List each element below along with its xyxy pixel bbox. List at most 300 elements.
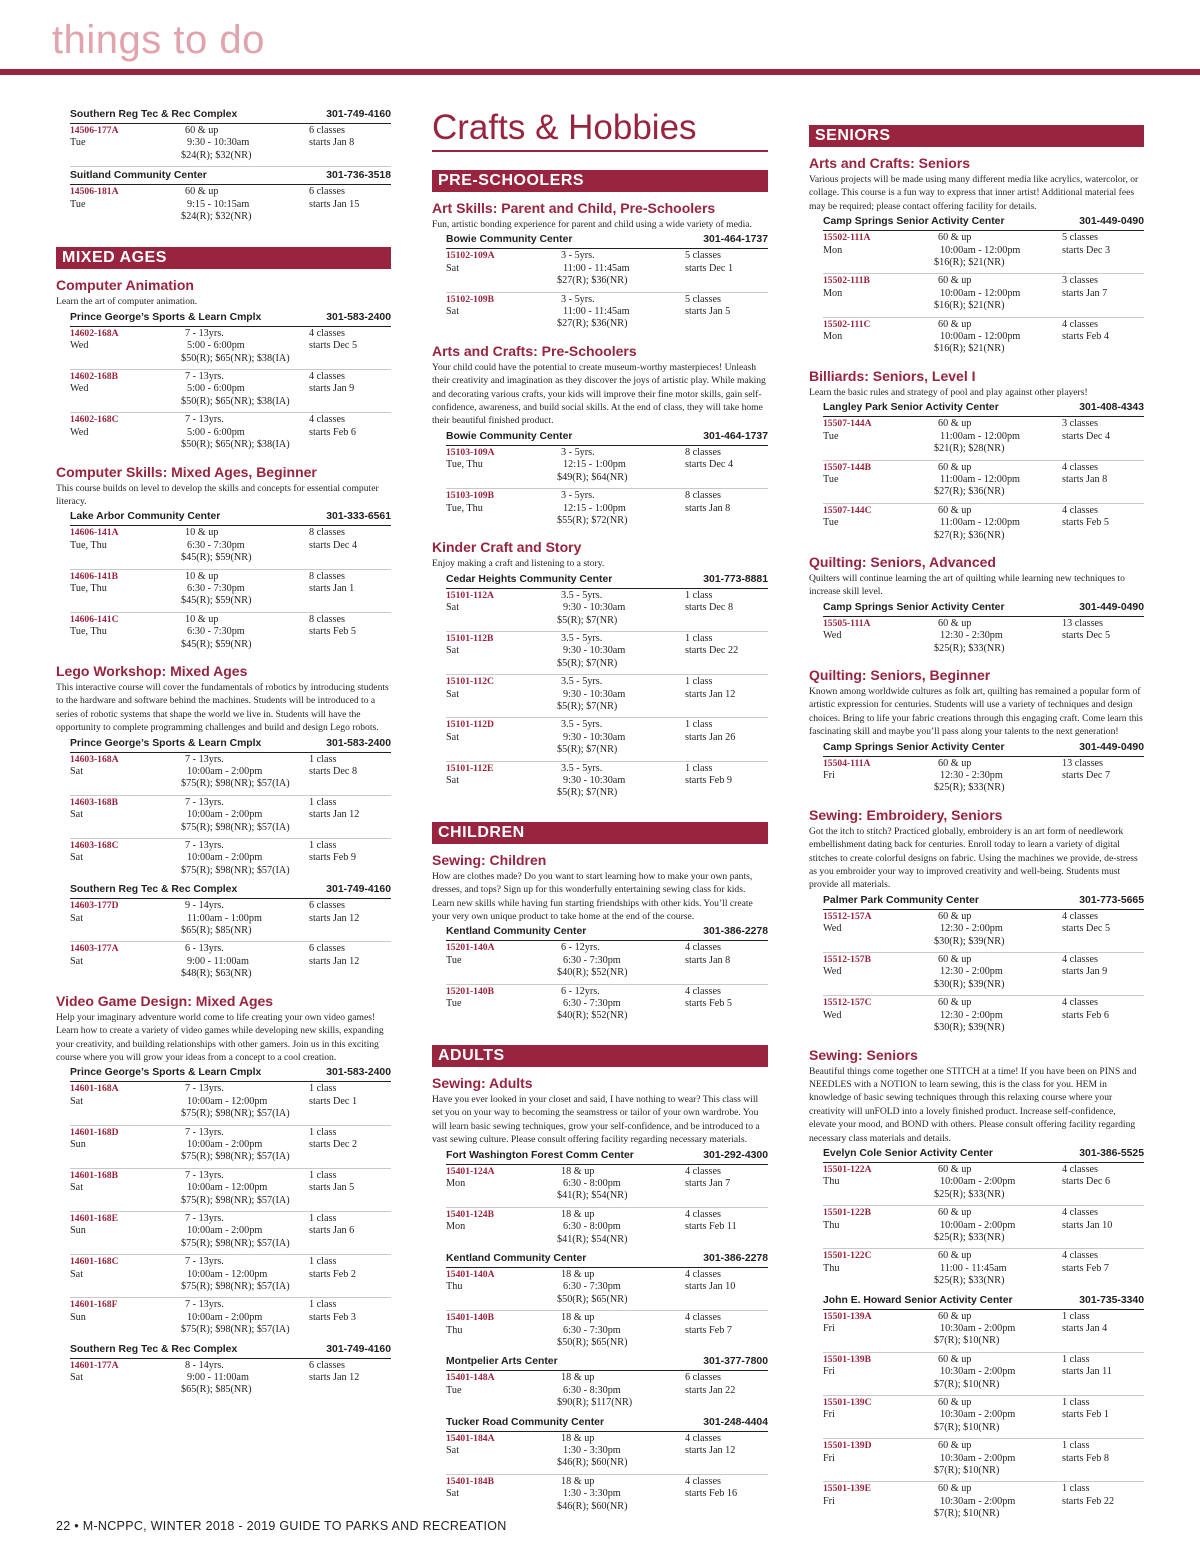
facility-phone: 301-583-2400 <box>326 311 391 323</box>
facility-row <box>446 925 768 941</box>
session-age: 3.5 - 5yrs. <box>561 632 603 644</box>
session-details <box>934 757 1062 795</box>
course-block <box>809 807 1144 892</box>
session-start: starts Jan 12 <box>309 1372 360 1384</box>
session-row <box>823 996 1144 1038</box>
session-classes: 1 class <box>685 719 713 731</box>
session-start: starts Jan 11 <box>1062 1366 1112 1378</box>
course-title: Arts and Crafts: Pre-Schoolers <box>432 342 637 359</box>
session-time: 6:30 - 8:00pm <box>563 1221 621 1233</box>
session-age: 60 & up <box>938 275 972 287</box>
session-details <box>557 1312 685 1349</box>
session-schedule <box>309 1299 391 1336</box>
session-code-days <box>823 1483 938 1520</box>
session-code-days <box>446 1433 561 1470</box>
session-fee: $27(R); $36(NR) <box>934 486 1005 498</box>
session-age: 6 - 12yrs. <box>561 942 600 954</box>
session-start: starts Jan 7 <box>1062 287 1108 299</box>
session-days: Mon <box>823 331 843 343</box>
session-time: 9:30 - 10:30am <box>563 731 626 743</box>
session-time: 11:00am - 1:00pm <box>187 912 262 924</box>
course-title: Quilting: Seniors, Beginner <box>809 666 991 683</box>
session-code-days <box>70 125 185 162</box>
session-schedule <box>309 614 391 651</box>
session-time: 9:30 - 10:30am <box>187 137 250 149</box>
session-days: Tue <box>446 954 462 966</box>
session-time: 5:00 - 6:00pm <box>187 426 245 438</box>
session-start: starts Feb 5 <box>1062 517 1109 529</box>
course-title: Quilting: Seniors, Advanced <box>809 553 996 570</box>
session-schedule <box>685 490 768 527</box>
session-classes: 6 classes <box>309 1359 345 1371</box>
session-code-days <box>823 1440 938 1477</box>
session-schedule <box>685 633 768 670</box>
session-details <box>557 719 685 756</box>
session-start: starts Jan 5 <box>309 1182 355 1194</box>
session-code-days <box>823 1397 938 1434</box>
session-time: 10:30am - 2:00pm <box>940 1366 1016 1378</box>
session-schedule <box>1062 1250 1144 1287</box>
session-age: 8 - 14yrs. <box>185 1359 224 1371</box>
session-age: 7 - 13yrs. <box>185 1212 224 1224</box>
session-start: starts Jan 6 <box>309 1225 355 1237</box>
session-time: 1:30 - 3:30pm <box>563 1445 621 1456</box>
facility-name: Evelyn Cole Senior Activity Center <box>823 1147 993 1159</box>
session-days: Thu <box>446 1281 463 1293</box>
session-start: starts Dec 7 <box>1062 770 1111 781</box>
course-code: 15501-122C <box>823 1250 872 1262</box>
session-schedule <box>309 527 391 564</box>
session-schedule <box>309 840 391 877</box>
session-schedule <box>1062 911 1144 948</box>
session-row <box>446 1475 768 1517</box>
course-code: 15102-109B <box>446 293 494 305</box>
session-schedule <box>1062 1397 1144 1434</box>
course-description: This course builds on level to develop the skills and concepts for essential computer literacy. <box>56 482 379 507</box>
facility-phone: 301-386-2278 <box>703 1252 768 1264</box>
session-schedule <box>1062 1207 1144 1244</box>
session-code-days <box>70 1299 185 1336</box>
session-schedule <box>1062 1354 1144 1391</box>
course-code: 15501-122B <box>823 1207 871 1219</box>
session-classes: 8 classes <box>309 570 345 582</box>
course-code: 14601-168C <box>70 1256 119 1268</box>
course-code: 15501-139C <box>823 1397 872 1409</box>
session-schedule <box>1062 505 1144 542</box>
facility-phone: 301-464-1737 <box>703 430 768 442</box>
session-classes: 8 classes <box>309 613 345 625</box>
section-title: Crafts & Hobbies <box>432 106 768 152</box>
session-days: Sat <box>70 809 84 821</box>
course-description: Enjoy making a craft and listening to a story. <box>432 558 605 570</box>
session-days: Thu <box>446 1324 463 1336</box>
session-start: starts Feb 22 <box>1062 1495 1115 1507</box>
session-details <box>181 1256 309 1293</box>
session-classes: 8 classes <box>309 527 345 539</box>
session-days: Tue, Thu <box>70 582 107 594</box>
session-time: 6:30 - 7:30pm <box>187 626 245 638</box>
session-schedule <box>1062 1440 1144 1477</box>
course-code: 15507-144B <box>823 461 871 473</box>
facility-name: Bowie Community Center <box>446 234 573 246</box>
session-details <box>181 327 309 365</box>
facility-row <box>446 430 768 446</box>
session-code-days <box>446 676 561 713</box>
session-code-days <box>823 275 938 312</box>
facility-phone: 301-736-3518 <box>326 170 391 182</box>
session-classes: 4 classes <box>309 414 345 426</box>
session-age: 60 & up <box>938 418 972 430</box>
session-start: starts Jan 7 <box>685 1177 731 1189</box>
session-fee: $5(R); $7(NR) <box>557 744 618 756</box>
session-classes: 6 classes <box>309 900 345 912</box>
session-time: 6:30 - 8:30pm <box>563 1384 621 1396</box>
session-schedule <box>309 943 391 980</box>
course-title: Arts and Crafts: Seniors <box>809 155 971 171</box>
session-classes: 3 classes <box>1062 418 1098 430</box>
session-time: 10:00am - 2:00pm <box>187 1311 263 1323</box>
session-code-days <box>446 763 561 800</box>
session-details <box>934 318 1062 356</box>
facility-row <box>70 510 391 526</box>
session-code-days <box>446 1209 561 1246</box>
session-row <box>70 124 391 167</box>
facility-phone: 301-449-0490 <box>1079 741 1144 753</box>
session-start: starts Jan 8 <box>309 137 355 149</box>
facility-row <box>446 1149 768 1165</box>
session-start: starts Dec 4 <box>1062 430 1111 442</box>
session-time: 10:00am - 12:00pm <box>187 1268 268 1280</box>
course-block <box>432 539 768 570</box>
session-age: 60 & up <box>938 1250 972 1262</box>
session-row <box>446 489 768 531</box>
session-schedule <box>685 1312 768 1349</box>
session-row <box>446 675 768 718</box>
session-row <box>446 1165 768 1208</box>
session-details <box>557 1165 685 1203</box>
session-row <box>70 613 391 655</box>
session-days: Fri <box>823 1452 835 1464</box>
session-code-days <box>446 633 561 670</box>
session-details <box>181 1126 309 1164</box>
session-fee: $41(R); $54(NR) <box>557 1190 628 1202</box>
session-row <box>823 461 1144 504</box>
facility-row <box>823 1294 1144 1310</box>
course-title: Kinder Craft and Story <box>432 539 582 556</box>
session-time: 12:30 - 2:00pm <box>940 923 1003 935</box>
session-row <box>70 570 391 613</box>
session-code-days <box>823 1311 938 1348</box>
session-days: Mon <box>446 1177 466 1189</box>
session-row <box>70 839 391 881</box>
session-age: 60 & up <box>938 504 972 516</box>
course-code: 14601-168E <box>70 1212 118 1224</box>
session-classes: 4 classes <box>685 1432 721 1444</box>
session-details <box>934 504 1062 542</box>
course-block <box>432 343 768 428</box>
session-fee: $48(R); $63(NR) <box>181 968 252 980</box>
course-description: How are clothes made? Do you want to start learning how to make your own pants, dresses, and tops? Sign up for this wonderfully entertaining sewing class for kids. Learn new skills while having fun starting friendships with other kids. You’ll create your very own unique product to take home at the end of the course. <box>432 870 753 923</box>
facility-name: Prince George’s Sports & Learn Cmplx <box>70 311 262 323</box>
session-row <box>823 231 1144 274</box>
session-age: 18 & up <box>561 1208 595 1220</box>
session-details <box>181 414 309 451</box>
session-fee: $40(R); $52(NR) <box>557 967 628 979</box>
course-code: 14603-177A <box>70 943 119 955</box>
course-code: 14606-141B <box>70 570 118 582</box>
session-time: 10:00am - 12:00pm <box>940 244 1021 256</box>
session-time: 10:00am - 2:00pm <box>187 852 263 864</box>
session-row <box>823 1163 1144 1206</box>
session-classes: 4 classes <box>1062 1207 1098 1219</box>
course-code: 14601-168D <box>70 1126 119 1138</box>
course-title: Lego Workshop: Mixed Ages <box>56 662 248 679</box>
session-schedule <box>309 1213 391 1250</box>
facility-name: Prince George’s Sports & Learn Cmplx <box>70 1067 262 1079</box>
session-time: 11:00 - 11:45am <box>940 1262 1007 1274</box>
course-code: 15502-111A <box>823 232 871 244</box>
session-time: 6:30 - 7:30pm <box>563 1324 621 1336</box>
facility-phone: 301-773-5665 <box>1079 894 1144 906</box>
session-time: 6:30 - 7:30pm <box>563 1281 621 1293</box>
facility-phone: 301-386-2278 <box>703 926 768 938</box>
session-start: starts Dec 4 <box>309 539 358 551</box>
session-classes: 1 class <box>1062 1310 1090 1322</box>
session-row <box>70 185 391 227</box>
session-days: Sat <box>70 766 84 777</box>
session-row <box>446 718 768 761</box>
session-classes: 6 classes <box>309 943 345 955</box>
session-schedule <box>1062 997 1144 1034</box>
facility-row <box>70 108 391 124</box>
session-age: 9 - 14yrs. <box>185 900 224 912</box>
session-code-days <box>70 797 185 834</box>
session-row <box>446 1311 768 1353</box>
session-start: starts Dec 2 <box>309 1138 358 1150</box>
session-classes: 6 classes <box>309 125 345 136</box>
session-age: 60 & up <box>185 125 219 136</box>
facility-phone: 301-408-4343 <box>1079 402 1144 414</box>
session-classes: 1 class <box>1062 1353 1090 1365</box>
session-schedule <box>1062 275 1144 312</box>
session-schedule <box>685 942 768 979</box>
facility-name: Kentland Community Center <box>446 1252 587 1264</box>
session-details <box>181 943 309 980</box>
facility-name: Cedar Heights Community Center <box>446 573 613 585</box>
session-row <box>823 617 1144 659</box>
session-age: 60 & up <box>938 997 972 1009</box>
session-days: Tue <box>70 137 86 149</box>
session-classes: 1 class <box>309 1299 337 1311</box>
facility-name: Kentland Community Center <box>446 926 587 938</box>
session-classes: 5 classes <box>685 293 721 305</box>
session-time: 12:30 - 2:30pm <box>940 630 1003 642</box>
session-age: 60 & up <box>938 1310 972 1322</box>
session-days: Sat <box>70 1095 84 1107</box>
session-classes: 3 classes <box>1062 275 1098 287</box>
course-code: 15201-140A <box>446 942 495 954</box>
facility-name: Southern Reg Tec & Rec Complex <box>70 109 238 120</box>
course-description: Got the itch to stitch? Practiced globally, embroidery is an art form of needlework embellishment dating back for centuries. Enroll today to learn a variety of digital stitches to create colorful designs on fabric. Using the machines we provide, de-stress as you embroider your way to improved creativity and well-being. Students must provide all materials. <box>809 825 1138 891</box>
session-row <box>446 985 768 1027</box>
course-code: 15512-157B <box>823 954 871 966</box>
session-details <box>934 418 1062 455</box>
session-classes: 4 classes <box>1062 504 1098 516</box>
session-days: Wed <box>823 966 842 978</box>
session-start: starts Feb 6 <box>1062 1009 1109 1021</box>
course-code: 15401-124A <box>446 1165 495 1177</box>
course-code: 15512-157A <box>823 910 872 922</box>
session-time: 10:30am - 2:00pm <box>940 1323 1016 1334</box>
session-time: 10:30am - 2:00pm <box>940 1409 1016 1421</box>
session-age: 60 & up <box>938 617 972 629</box>
course-code: 15103-109B <box>446 490 494 502</box>
session-days: Tue <box>446 1384 462 1396</box>
session-fee: $40(R); $52(NR) <box>557 1010 628 1022</box>
session-schedule <box>685 250 768 287</box>
session-code-days <box>70 1170 185 1207</box>
session-details <box>181 613 309 651</box>
session-details <box>557 632 685 670</box>
facility-name: Fort Washington Forest Comm Center <box>446 1149 634 1161</box>
session-code-days <box>70 614 185 651</box>
course-block <box>809 368 1144 399</box>
course-code: 14603-168C <box>70 840 119 852</box>
facility-name: Suitland Community Center <box>70 170 207 182</box>
session-schedule <box>1062 1483 1144 1520</box>
session-days: Sat <box>446 602 460 614</box>
session-details <box>934 1250 1062 1287</box>
session-code-days <box>823 758 938 795</box>
session-days: Mon <box>446 1221 466 1233</box>
session-time: 12:30 - 2:00pm <box>940 966 1003 978</box>
session-start: starts Jan 4 <box>1062 1323 1108 1334</box>
session-details <box>557 676 685 713</box>
session-row <box>823 1439 1144 1482</box>
session-days: Tue <box>823 430 839 442</box>
course-code: 15401-124B <box>446 1208 494 1220</box>
course-block <box>56 464 391 509</box>
course-title: Art Skills: Parent and Child, Pre-Schoolers <box>432 200 716 216</box>
session-code-days <box>446 1269 561 1306</box>
session-time: 9:30 - 10:30am <box>563 645 626 657</box>
session-start: starts Dec 6 <box>1062 1176 1111 1188</box>
facility-phone: 301-449-0490 <box>1079 601 1144 613</box>
course-code: 15103-109A <box>446 446 495 458</box>
facility-phone: 301-749-4160 <box>326 109 391 120</box>
session-row <box>70 327 391 370</box>
session-days: Sat <box>446 688 460 700</box>
session-age: 7 - 13yrs. <box>185 753 224 765</box>
session-schedule <box>309 797 391 834</box>
session-schedule <box>685 447 768 484</box>
course-block <box>809 1047 1144 1145</box>
session-code-days <box>70 1360 185 1397</box>
session-age: 18 & up <box>561 1312 595 1324</box>
session-row <box>70 1126 391 1169</box>
session-time: 6:30 - 8:00pm <box>563 1177 621 1189</box>
session-days: Sat <box>446 306 460 318</box>
session-fee: $50(R); $65(NR); $38(IA) <box>181 352 290 364</box>
session-age: 3 - 5yrs. <box>561 293 595 305</box>
session-fee: $5(R); $7(NR) <box>557 657 618 669</box>
session-fee: $24(R); $32(NR) <box>181 211 252 223</box>
session-schedule <box>309 1256 391 1293</box>
course-title: Computer Skills: Mixed Ages, Beginner <box>56 463 317 480</box>
session-code-days <box>823 1164 938 1201</box>
session-age: 10 & up <box>185 613 219 625</box>
course-code: 14602-168C <box>70 414 119 426</box>
session-days: Sat <box>446 262 460 274</box>
session-fee: $30(R); $39(NR) <box>934 978 1005 990</box>
course-description: Fun, artistic bonding experience for parent and child using a wide variety of media. <box>432 219 752 230</box>
header-title: things to do <box>52 18 265 62</box>
session-row <box>70 1212 391 1255</box>
session-fee: $50(R); $65(NR) <box>557 1293 628 1305</box>
session-fee: $30(R); $39(NR) <box>934 1022 1005 1034</box>
session-details <box>557 490 685 527</box>
session-row <box>823 1396 1144 1439</box>
facility-name: Camp Springs Senior Activity Center <box>823 216 1005 228</box>
facility-phone: 301-773-8881 <box>703 573 768 585</box>
session-age: 6 - 12yrs. <box>561 985 600 997</box>
session-fee: $30(R); $39(NR) <box>934 935 1005 947</box>
session-code-days <box>823 1250 938 1287</box>
session-age: 10 & up <box>185 527 219 539</box>
facility-row <box>446 573 768 589</box>
session-row <box>823 318 1144 360</box>
session-time: 11:00am - 12:00pm <box>940 517 1020 529</box>
session-time: 1:30 - 3:30pm <box>563 1488 621 1500</box>
session-fee: $45(R); $59(NR) <box>181 638 252 650</box>
session-row <box>70 526 391 569</box>
category-banner: PRE-SCHOOLERS <box>432 170 768 192</box>
session-schedule <box>685 676 768 713</box>
facility-phone: 301-749-4160 <box>326 1343 391 1355</box>
session-age: 3.5 - 5yrs. <box>561 762 603 774</box>
session-classes: 1 class <box>309 840 337 852</box>
session-age: 60 & up <box>185 186 219 198</box>
session-days: Tue, Thu <box>70 539 107 551</box>
session-schedule <box>309 900 391 937</box>
session-days: Fri <box>823 1495 835 1507</box>
session-classes: 1 class <box>1062 1440 1090 1452</box>
facility-phone: 301-248-4404 <box>703 1416 768 1428</box>
course-description: Learn the basic rules and strategy of pool and play against other players! <box>809 386 1088 398</box>
session-fee: $46(R); $60(NR) <box>557 1457 628 1469</box>
session-days: Thu <box>823 1219 840 1231</box>
course-code: 15401-148A <box>446 1372 495 1384</box>
session-schedule <box>309 1127 391 1164</box>
course-title: Sewing: Children <box>432 851 547 868</box>
session-time: 10:00am - 12:00pm <box>187 1182 268 1194</box>
session-days: Wed <box>823 923 842 935</box>
session-days: Tue <box>823 473 839 485</box>
session-schedule <box>1062 418 1144 455</box>
session-age: 10 & up <box>185 570 219 582</box>
session-fee: $55(R); $72(NR) <box>557 514 628 526</box>
session-start: starts Jan 12 <box>309 809 360 821</box>
session-time: 12:30 - 2:30pm <box>940 770 1003 781</box>
session-start: starts Jan 9 <box>309 383 355 395</box>
session-code-days <box>446 294 561 331</box>
session-row <box>70 899 391 942</box>
session-start: starts Jan 8 <box>685 954 731 966</box>
session-age: 60 & up <box>938 1353 972 1365</box>
course-code: 15401-140B <box>446 1312 494 1324</box>
session-start: starts Feb 8 <box>1062 1452 1109 1464</box>
session-age: 18 & up <box>561 1372 595 1384</box>
